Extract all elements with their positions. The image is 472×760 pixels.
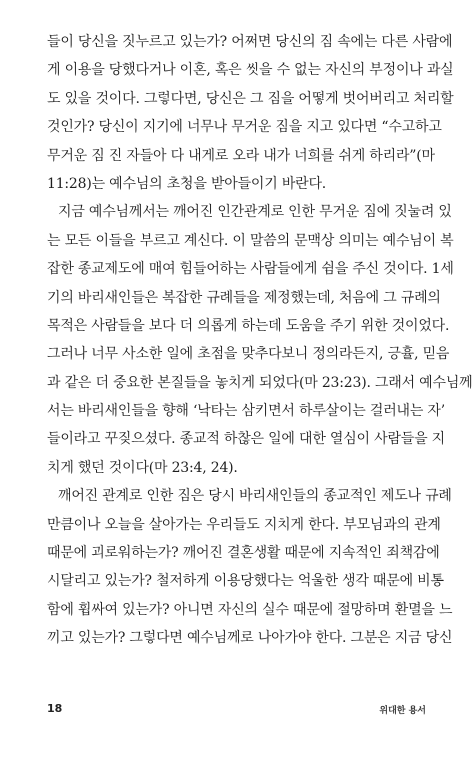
text-line: 깨어진 관계로 인한 짐은 당시 바리새인들의 종교적인 제도나 규례 bbox=[58, 488, 452, 505]
text-line: 그러나 너무 사소한 일에 초점을 맞추다보니 정의라든지, 긍휼, 믿음 bbox=[47, 346, 450, 363]
text-line: 들이 당신을 짓누르고 있는가? 어쩌면 당신의 짐 속에는 다른 사람에 bbox=[47, 34, 453, 50]
text-line: 치게 했던 것이다(마 23:4, 24). bbox=[47, 459, 238, 476]
text-line: 들이라고 꾸짖으셨다. 종교적 하찮은 일에 대한 열심이 사람들을 지 bbox=[47, 431, 445, 448]
text-line: 는 모든 이들을 부르고 계신다. 이 말씀의 문맥상 의미는 예수님이 복 bbox=[47, 232, 454, 249]
paragraph-2 bbox=[47, 198, 472, 482]
text-line: 잡한 종교제도에 매여 힘들어하는 사람들에게 쉼을 주신 것이다. 1세 bbox=[47, 261, 454, 278]
paragraph-1 bbox=[47, 28, 454, 198]
text-line: 만큼이나 오늘을 살아가는 우리들도 지치게 한다. 부모님과의 관계 bbox=[47, 516, 441, 533]
text-line: 목적은 사람들을 보다 더 의롭게 하는데 도움을 주기 위한 것이었다. bbox=[47, 317, 450, 334]
body-text bbox=[47, 28, 472, 653]
running-footer-title: 위대한 용서 bbox=[379, 706, 426, 716]
text-line: 시달리고 있는가? 철저하게 이용당했다는 억울한 생각 때문에 비통 bbox=[47, 573, 444, 590]
text-line: 끼고 있는가? 그렇다면 예수님께로 나아가야 한다. 그분은 지금 당신 bbox=[47, 630, 453, 647]
text-line: 것인가? 당신이 지기에 너무나 무거운 짐을 지고 있다면 “수고하고 bbox=[47, 119, 442, 136]
text-line: 기의 바리새인들은 복잡한 규례들을 제정했는데, 처음에 그 규례의 bbox=[47, 289, 441, 306]
text-line: 함에 휩싸여 있는가? 아니면 자신의 실수 때문에 절망하며 환멸을 느 bbox=[47, 601, 453, 618]
page-number: 18 bbox=[47, 702, 63, 715]
text-line: 무거운 짐 진 자들아 다 내게로 오라 내가 너희를 쉬게 하리라”(마 bbox=[47, 147, 435, 164]
text-line: 게 이용을 당했다거나 이혼, 혹은 씻을 수 없는 자신의 부정이나 과실 bbox=[47, 62, 454, 79]
text-line: 과 같은 더 중요한 본질들을 놓치게 되었다(마 23:23). 그래서 예수님께 bbox=[47, 374, 472, 391]
text-line: 서는 바리새인들을 향해 ‘낙타는 삼키면서 하루살이는 걸러내는 자’ bbox=[47, 403, 445, 420]
text-line: 도 있을 것이다. 그렇다면, 당신은 그 짐을 어떻게 벗어버리고 처리할 bbox=[47, 90, 454, 107]
text-line: 11:28)는 예수님의 초청을 받아들이기 바란다. bbox=[47, 175, 327, 192]
paragraph-3 bbox=[47, 482, 453, 652]
text-line: 지금 예수님께서는 깨어진 인간관계로 인한 무거운 짐에 짓눌려 있 bbox=[58, 204, 452, 221]
text-line: 때문에 괴로워하는가? 깨어진 결혼생활 때문에 지속적인 죄책감에 bbox=[47, 545, 440, 562]
